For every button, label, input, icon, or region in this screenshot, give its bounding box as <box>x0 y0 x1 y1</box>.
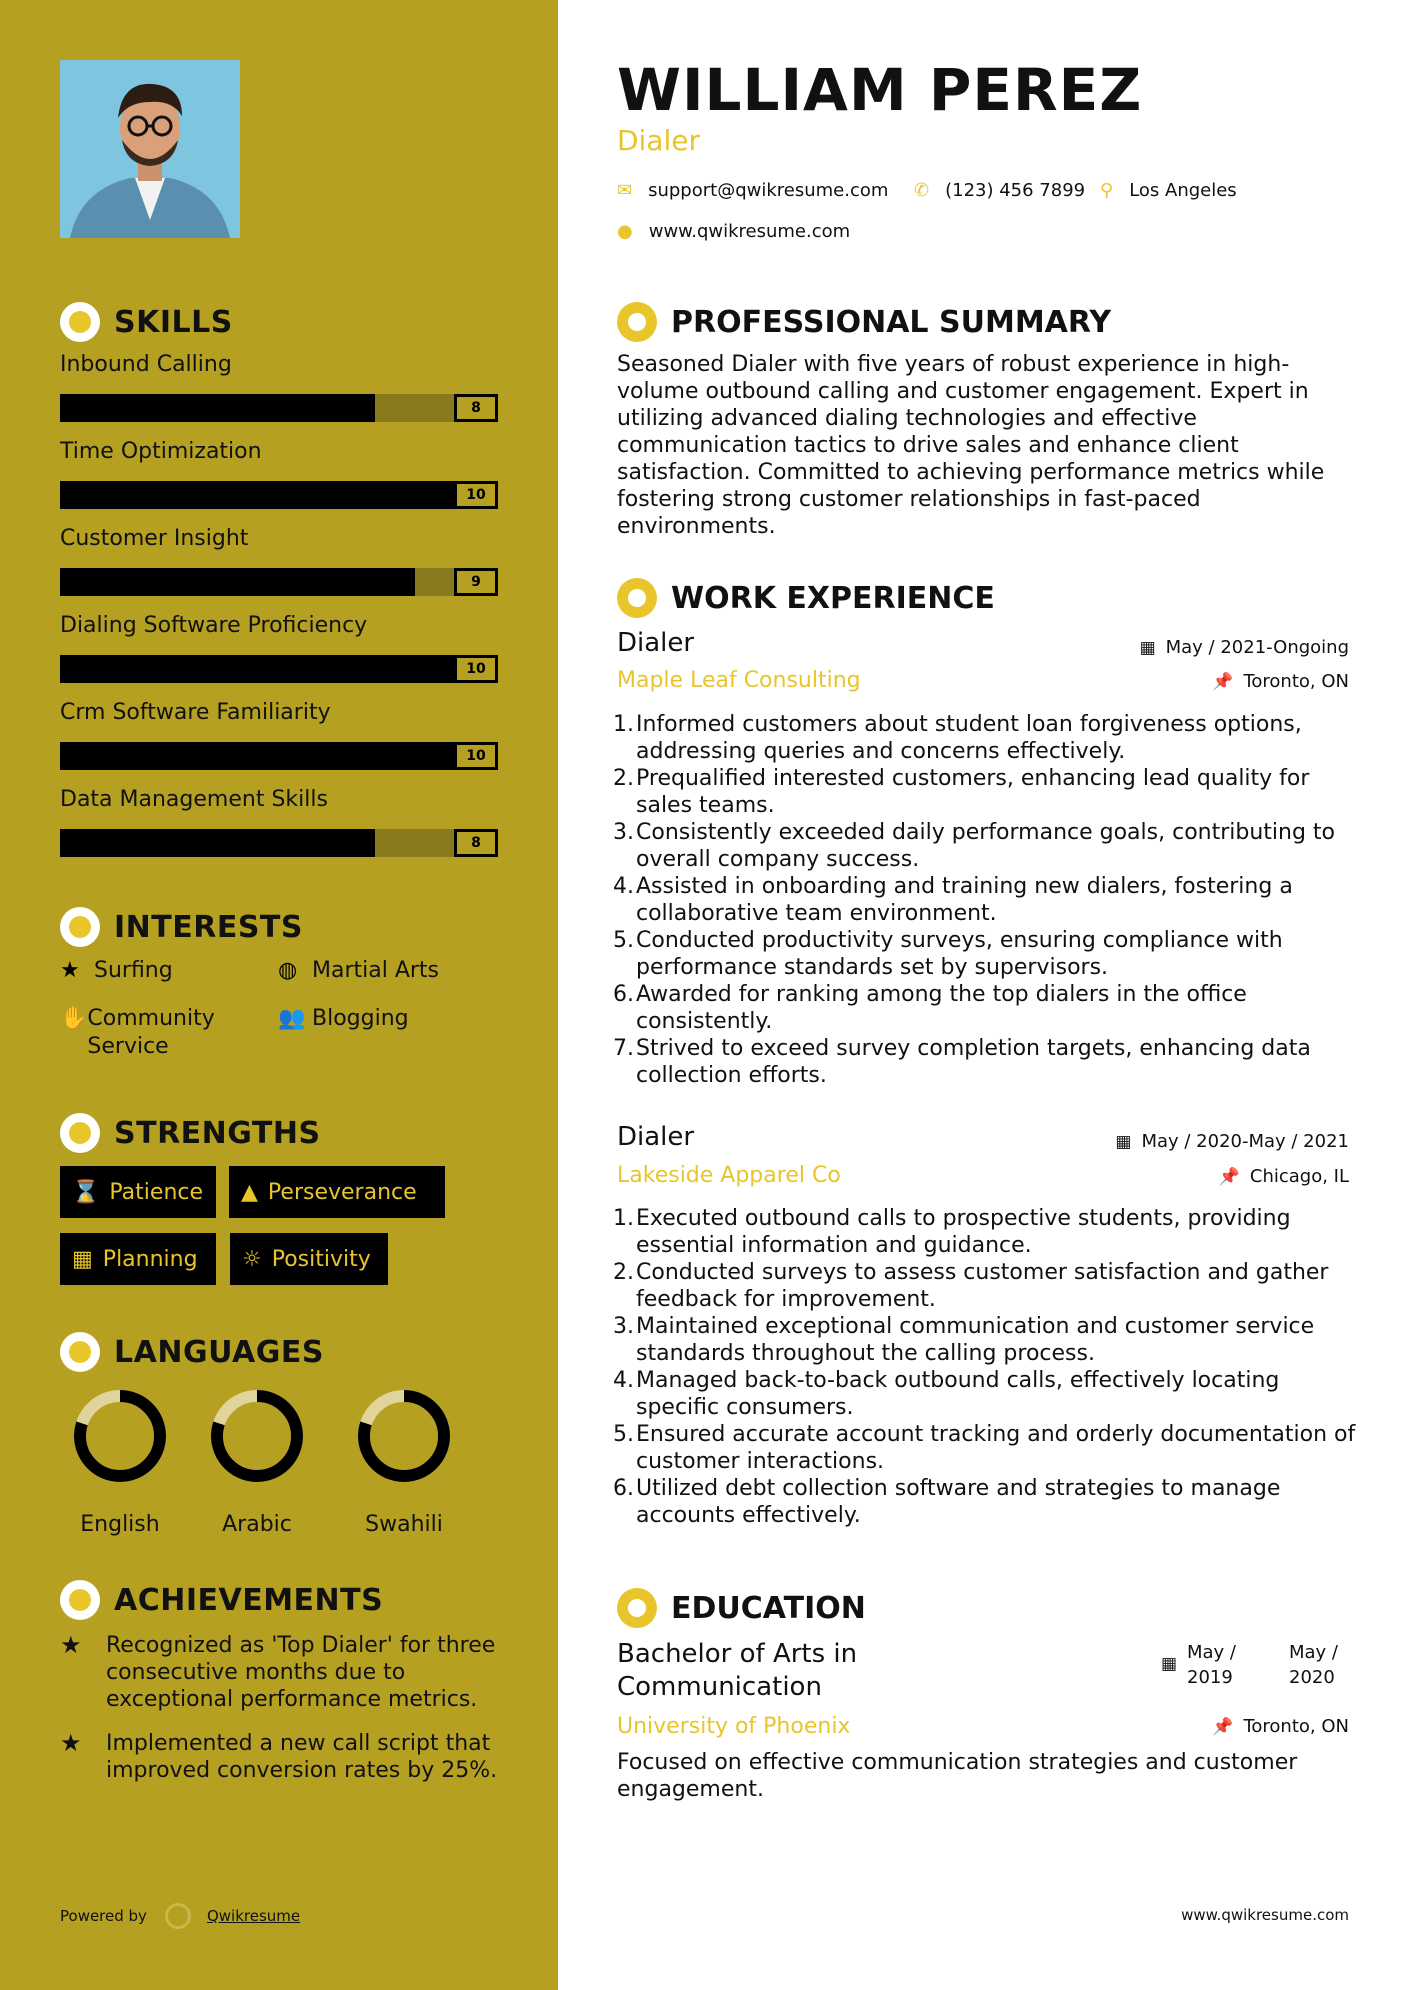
skill-bar <box>60 481 498 509</box>
skill-bar <box>60 394 498 422</box>
skill-score: 9 <box>454 568 498 596</box>
languages-heading: LANGUAGES <box>60 1332 324 1372</box>
list-item: 5. Ensured accurate account tracking and orderly documentation of customer interactions. <box>613 1422 1356 1474</box>
hourglass-icon: ⌛ <box>72 1179 100 1205</box>
profile-photo <box>60 60 240 238</box>
experience-heading: WORK EXPERIENCE <box>617 578 995 618</box>
job-location: 📌 Toronto, ON <box>1212 671 1349 692</box>
hand-icon: ✋ <box>60 1006 88 1031</box>
language-item <box>60 1388 180 1537</box>
skill-score: 10 <box>454 742 498 770</box>
strength-badge: ☼ Positivity <box>230 1233 388 1285</box>
language-name: Arabic <box>222 1512 292 1537</box>
list-item: 2. Prequalified interested customers, enhancing lead quality for sales teams. <box>613 766 1310 818</box>
skill-name: Crm Software Familiarity <box>60 700 331 725</box>
education-location: 📌 Toronto, ON <box>1212 1716 1349 1737</box>
job-company: Lakeside Apparel Co <box>617 1163 841 1188</box>
education-dates: ▦ May / 2019 May / 2020 <box>1160 1642 1338 1688</box>
star-icon: ★ <box>60 958 80 983</box>
skill-score: 10 <box>454 655 498 683</box>
skill-item <box>60 439 500 509</box>
language-ring <box>209 1388 305 1484</box>
language-ring <box>72 1388 168 1484</box>
pin-icon: 📌 <box>1212 671 1234 692</box>
school-name: University of Phoenix <box>617 1714 851 1739</box>
road-icon: ▲ <box>241 1179 258 1205</box>
qwikresume-logo-icon <box>165 1903 191 1929</box>
strengths-heading: STRENGTHS <box>60 1113 321 1153</box>
job-dates: ▦ May / 2021-Ongoing <box>1139 637 1349 658</box>
candidate-name: WILLIAM PEREZ <box>617 56 1143 124</box>
interest-item: ✋ Community Service <box>60 1006 215 1059</box>
brand-link[interactable]: Qwikresume <box>206 1907 301 1925</box>
list-item: 6. Utilized debt collection software and strategies to manage accounts effectively. <box>613 1476 1281 1528</box>
skill-bar <box>60 568 498 596</box>
achievement-item: ★ Recognized as 'Top Dialer' for three consecutive months due to exceptional performance metrics. <box>60 1631 496 1712</box>
skill-item <box>60 526 500 596</box>
skill-score: 8 <box>454 394 498 422</box>
skill-item <box>60 352 500 422</box>
education-heading: EDUCATION <box>617 1588 866 1628</box>
sidebar <box>0 0 558 1990</box>
language-card-icon <box>60 1332 100 1372</box>
skill-bar <box>60 655 498 683</box>
skill-item <box>60 613 500 683</box>
map-pin-icon: ⚲ <box>1100 180 1114 201</box>
skill-bar <box>60 829 498 857</box>
skill-name: Time Optimization <box>60 439 262 464</box>
pin-icon: 📌 <box>1212 1716 1234 1737</box>
list-item: 4. Assisted in onboarding and training new dialers, fostering a collaborative team environment. <box>613 874 1293 926</box>
summary-heading: PROFESSIONAL SUMMARY <box>617 302 1111 342</box>
degree-title: Bachelor of Arts in Communication <box>617 1639 858 1702</box>
users-icon: 👥 <box>278 1006 306 1031</box>
strength-badge: ⌛ Patience <box>60 1166 216 1218</box>
lightbulb-icon <box>60 302 100 342</box>
language-item <box>344 1388 464 1537</box>
job-dates: ▦ May / 2020-May / 2021 <box>1115 1131 1349 1152</box>
list-item: 3. Consistently exceeded daily performance goals, contributing to overall company success. <box>613 820 1336 872</box>
job-location: 📌 Chicago, IL <box>1218 1166 1349 1187</box>
achievements-heading: ACHIEVEMENTS <box>60 1580 383 1620</box>
skill-bar <box>60 742 498 770</box>
list-item: 2. Conducted surveys to assess customer satisfaction and gather feedback for improvement. <box>613 1260 1329 1312</box>
language-name: Swahili <box>365 1512 443 1537</box>
fist-icon <box>60 1113 100 1153</box>
skill-name: Customer Insight <box>60 526 249 551</box>
calendar-icon: ▦ <box>72 1246 93 1272</box>
interests-heading: INTERESTS <box>60 907 303 947</box>
strength-badge: ▲ Perseverance <box>229 1166 445 1218</box>
list-item: 7. Strived to exceed survey completion targets, enhancing data collection efforts. <box>613 1036 1311 1088</box>
sun-icon: ☼ <box>242 1246 262 1272</box>
phone-icon: ✆ <box>914 180 930 201</box>
contact-email[interactable]: ✉ support@qwikresume.com <box>617 180 889 201</box>
list-item: 4. Managed back-to-back outbound calls, effectively locating specific consumers. <box>613 1368 1280 1420</box>
job-bullets <box>610 1205 1360 1529</box>
skill-score: 10 <box>454 481 498 509</box>
job-title: Dialer <box>617 1122 695 1152</box>
calendar-icon: ▦ <box>1139 637 1156 658</box>
star-badge-icon <box>60 1580 100 1620</box>
list-item: 1. Informed customers about student loan forgiveness options, addressing queries and concerns effectively. <box>613 712 1302 764</box>
summary-text: Seasoned Dialer with five years of robust experience in high-volume outbound calling and customer engagement. Expert in utilizing advanced dialing technologies and effective communication tactics to drive sales and enhance client satisfaction. Committed to achieving performance metrics while fostering strong customer relationships in fast-paced environments. <box>617 352 1325 539</box>
list-item: 3. Maintained exceptional communication and customer service standards throughout the calling process. <box>613 1314 1315 1366</box>
skill-item <box>60 700 500 770</box>
skill-score: 8 <box>454 829 498 857</box>
language-ring <box>356 1388 452 1484</box>
contact-location: ⚲ Los Angeles <box>1100 180 1237 201</box>
candidate-title: Dialer <box>617 124 701 157</box>
shooting-star-icon: ★ <box>60 1631 82 1659</box>
graduate-icon <box>617 1588 657 1628</box>
shooting-star-icon: ★ <box>60 1729 82 1757</box>
pin-icon: 📌 <box>1218 1166 1240 1187</box>
education-text: Focused on effective communication strategies and customer engagement. <box>617 1750 1298 1802</box>
user-icon <box>617 302 657 342</box>
skills-heading: SKILLS <box>60 302 233 342</box>
paper-plane-icon <box>60 907 100 947</box>
contact-website[interactable]: ● www.qwikresume.com <box>617 221 851 242</box>
footer-url[interactable]: www.qwikresume.com <box>1181 1906 1349 1924</box>
skill-name: Data Management Skills <box>60 787 328 812</box>
globe-icon: ◍ <box>278 958 298 983</box>
job-bullets <box>610 711 1360 1089</box>
skill-name: Inbound Calling <box>60 352 232 377</box>
skill-item <box>60 787 500 857</box>
interest-item: 👥 Blogging <box>278 1006 409 1031</box>
job-company: Maple Leaf Consulting <box>617 668 861 693</box>
envelope-icon: ✉ <box>617 180 633 201</box>
interest-item: ◍ Martial Arts <box>278 958 440 983</box>
list-item: 1. Executed outbound calls to prospective students, providing essential information and guidance. <box>613 1206 1291 1258</box>
contact-phone[interactable]: ✆ (123) 456 7899 <box>914 180 1086 201</box>
interest-item: ★ Surfing <box>60 958 173 983</box>
language-name: English <box>80 1512 160 1537</box>
globe-icon: ● <box>617 221 633 242</box>
powered-by: Powered by Qwikresume <box>60 1903 300 1929</box>
office-chair-icon <box>617 578 657 618</box>
job-title: Dialer <box>617 628 695 658</box>
calendar-icon: ▦ <box>1160 1654 1177 1674</box>
strength-badge: ▦ Planning <box>60 1233 216 1285</box>
list-item: 5. Conducted productivity surveys, ensuring compliance with performance standards set by supervisors. <box>613 928 1283 980</box>
skill-name: Dialing Software Proficiency <box>60 613 368 638</box>
language-item <box>197 1388 317 1537</box>
calendar-icon: ▦ <box>1115 1131 1132 1152</box>
list-item: 6. Awarded for ranking among the top dialers in the office consistently. <box>613 982 1247 1034</box>
achievement-item: ★ Implemented a new call script that improved conversion rates by 25%. <box>60 1729 498 1783</box>
